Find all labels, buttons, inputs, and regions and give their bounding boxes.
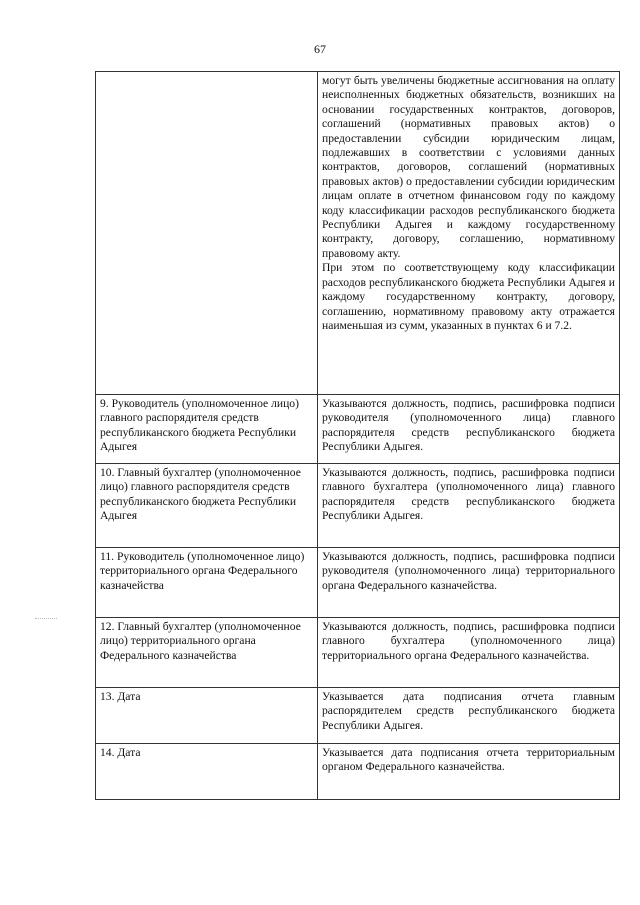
page-number: 67 xyxy=(314,42,326,56)
row-description-cell xyxy=(318,618,620,688)
row-description-cell xyxy=(318,688,620,744)
instructions-table xyxy=(95,71,620,800)
table-row xyxy=(96,618,620,688)
row-description-cell xyxy=(318,395,620,464)
description-paragraph: Указываются должность, подпись, расшифровка подписи главного бухгалтера (уполномоченного лица) главного распорядителя средств республиканского бюджета Республики Адыгея. xyxy=(322,466,615,523)
description-paragraph: Указываются должность, подпись, расшифровка подписи руководителя (уполномоченного лица) главного распорядителя средств республиканского бюджета Республики Адыгея. xyxy=(322,397,615,454)
row-description-cell xyxy=(318,548,620,618)
row-label-cell: 9. Руководитель (уполномоченное лицо) главного распорядителя средств республиканского бюджета Республики Адыгея xyxy=(96,395,318,464)
table-row xyxy=(96,72,620,395)
row-description-cell xyxy=(318,72,620,395)
row-description-cell xyxy=(318,464,620,548)
table-row xyxy=(96,395,620,464)
table-row xyxy=(96,464,620,548)
description-paragraph: Указывается дата подписания отчета территориальным органом Федерального казначейства. xyxy=(322,746,615,774)
table-row xyxy=(96,548,620,618)
row-label-cell: 10. Главный бухгалтер (уполномоченное лицо) главного распорядителя средств республиканского бюджета Республики Адыгея xyxy=(96,464,318,548)
row-label-cell: 13. Дата xyxy=(96,688,318,744)
description-paragraph: могут быть увеличены бюджетные ассигнования на оплату неисполненных бюджетных обязательств, возникших на основании государственных контрактов, договоров, соглашений (нормативных правовых актов) о предоставлении субсидии юридическим лицам, подлежавших в соответствии с условиями данных контрактов, договоров, соглашений (нормативных правовых актов) о предоставлении субсидии юридическим лицам оплате в отчетном финансовом году по каждому коду классификации расходов республиканского бюджета Республики Адыгея и каждому государственному контракту, договору, соглашению, нормативному правовому акту. xyxy=(322,74,615,260)
table-row xyxy=(96,744,620,800)
row-label-cell: 14. Дата xyxy=(96,744,318,800)
row-label-cell: 11. Руководитель (уполномоченное лицо) территориального органа Федерального казначейства xyxy=(96,548,318,618)
description-paragraph: Указывается дата подписания отчета главным распорядителем средств республиканского бюджета Республики Адыгея. xyxy=(322,690,615,732)
row-description-cell xyxy=(318,744,620,800)
scan-mark xyxy=(35,618,57,619)
row-label-cell: 12. Главный бухгалтер (уполномоченное лицо) территориального органа Федерального казначейства xyxy=(96,618,318,688)
description-paragraph: Указываются должность, подпись, расшифровка подписи главного бухгалтера (уполномоченного лица) территориального органа Федерального казначейства. xyxy=(322,620,615,662)
description-paragraph: Указываются должность, подпись, расшифровка подписи руководителя (уполномоченного лица) территориального органа Федерального казначейства. xyxy=(322,550,615,592)
row-label-cell xyxy=(96,72,318,395)
table-row xyxy=(96,688,620,744)
description-paragraph: При этом по соответствующему коду классификации расходов республиканского бюджета Республики Адыгея и каждому государственному контракту, договору, соглашению, нормативному правовому акту отражается наименьшая из сумм, указанных в пунктах 6 и 7.2. xyxy=(322,261,615,332)
